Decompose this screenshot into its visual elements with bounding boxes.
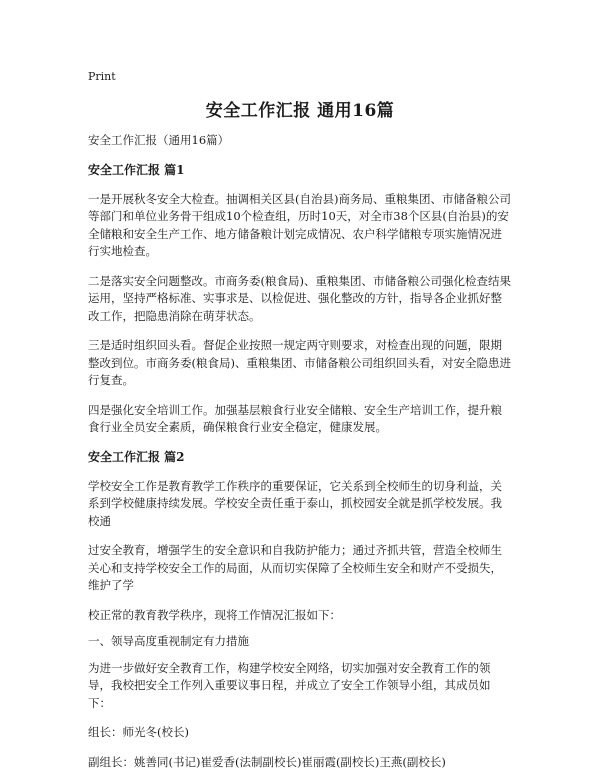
paragraph: 二是落实安全问题整改。市商务委(粮食局)、重粮集团、市储备粮公司强化检查结果运用，坚持严格标准、实事求是、以检促进、强化整改的方针，指导各企业抓好整改工作，把隐患消除在萌芽状态。 [88,273,511,323]
print-label: Print [88,70,116,83]
section-heading-1: 安全工作汇报 篇1 [88,162,185,177]
document-body [88,132,512,783]
paragraph: 一、领导高度重视制定有力措施 [88,634,249,648]
section-heading-2: 安全工作汇报 篇2 [88,449,185,464]
document-title: 安全工作汇报 通用16篇 [205,101,395,121]
paragraph: 过安全教育，增强学生的安全意识和自我防护能力；通过齐抓共管，营造全校师生关心和支持学校安全工作的局面，从而切实保障了全校师生安全和财产不受损失，维护了学 [88,543,502,592]
paragraph: 副组长：姚善同(书记)崔爱香(法制副校长)崔丽霞(副校长)王燕(副校长) [88,754,446,769]
paragraph: 校正常的教育教学秩序，现将工作情况汇报如下： [88,607,341,622]
document-subtitle: 安全工作汇报（通用16篇） [88,133,230,147]
paragraph: 组长：师光冬(校长) [88,725,189,739]
paragraph: 为进一步做好安全教育工作，构建学校安全网络，切实加强对安全教育工作的领导，我校把安全工作列入重要议事日程，并成立了安全工作领导小组，其成员如下： [88,660,491,710]
paragraph: 四是强化安全培训工作。加强基层粮食行业安全储粮、安全生产培训工作，提升粮食行业全员安全素质，确保粮食行业安全稳定，健康发展。 [88,402,502,434]
paragraph: 一是开展秋冬安全大检查。抽调相关区县(自治县)商务局、重粮集团、市储备粮公司等部门和单位业务骨干组成10个检查组，历时10天，对全市38个区县(自治县)的安全储粮和安全生产工作、地方储备粮计划完成情况、农户科学储粮专项实施情况进行实地检查。 [88,191,511,258]
paragraph: 三是适时组织回头看。督促企业按照一规定两守则要求，对检查出现的问题，限期整改到位。市商务委(粮食局)、重粮集团、市储备粮公司组织回头看，对安全隐患进行复查。 [88,338,511,387]
paragraph: 学校安全工作是教育教学工作秩序的重要保证，它关系到全校师生的切身利益，关系到学校健康持续发展。学校安全责任重于泰山，抓校园安全就是抓学校发展。我校通 [88,478,502,528]
